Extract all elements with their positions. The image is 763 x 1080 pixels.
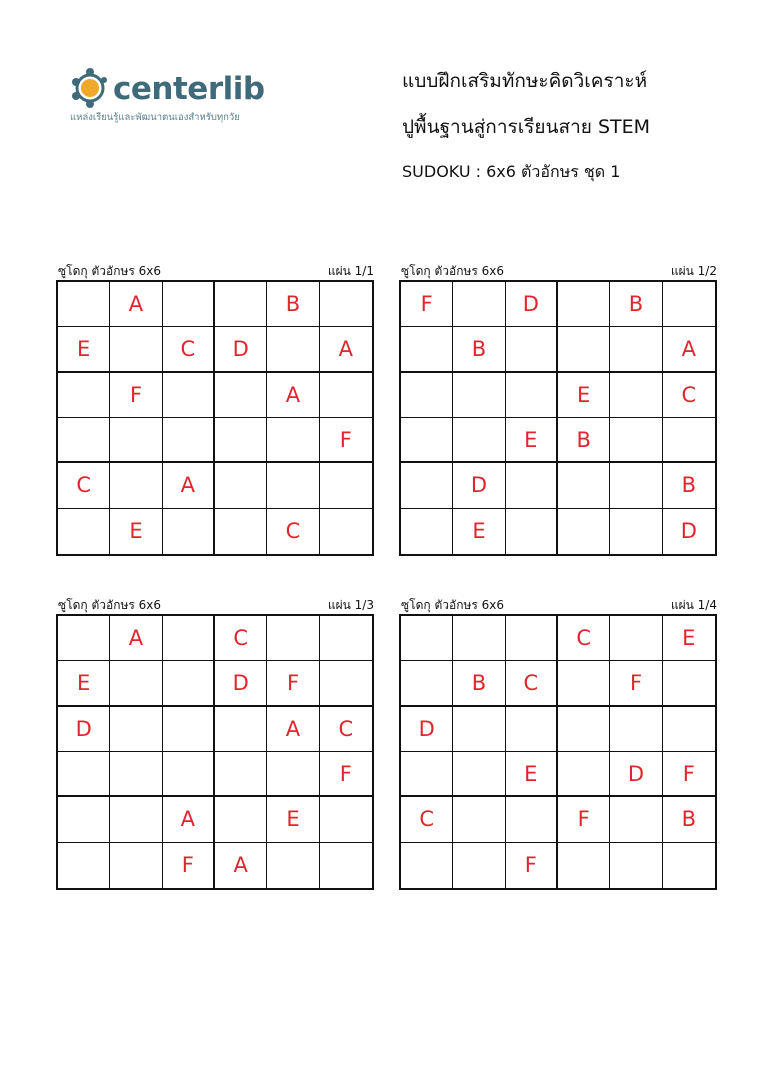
sudoku-cell — [506, 797, 558, 842]
sudoku-cell: A — [267, 373, 319, 418]
sheet-number: แผ่น 1/1 — [327, 264, 374, 278]
sudoku-cell — [453, 616, 505, 661]
sudoku-cell — [610, 616, 662, 661]
sudoku-cell: D — [680, 519, 697, 544]
sudoku-cell: D — [506, 282, 558, 327]
sudoku-cell: A — [110, 282, 162, 327]
sudoku-cell: D — [215, 661, 267, 706]
sudoku-cell — [110, 463, 162, 508]
sudoku-cell: E — [453, 509, 505, 554]
sudoku-cell: E — [110, 509, 162, 554]
sudoku-cell: A — [163, 797, 215, 842]
sudoku-cell: B — [558, 418, 610, 463]
sudoku-cell — [401, 752, 453, 797]
sudoku-cell — [58, 509, 110, 554]
sudoku-cell: A — [163, 463, 215, 508]
sudoku-cell — [320, 843, 372, 888]
sudoku-cell: A — [320, 327, 372, 372]
sudoku-sheet-1 — [56, 260, 376, 556]
sudoku-cell — [320, 509, 372, 554]
sudoku-cell — [163, 707, 215, 752]
sudoku-cell — [215, 463, 267, 508]
sudoku-cell: C — [163, 327, 215, 372]
sudoku-cell — [610, 418, 662, 463]
molecule-logo-icon — [68, 66, 112, 110]
sudoku-cell — [320, 661, 372, 706]
sheet-number: แผ่น 1/2 — [670, 264, 717, 278]
sudoku-cell — [506, 616, 558, 661]
sudoku-cell — [401, 509, 453, 554]
sudoku-cell: E — [506, 752, 558, 797]
sudoku-cell — [320, 373, 372, 418]
sudoku-grid — [56, 614, 374, 890]
sudoku-cell — [320, 282, 372, 327]
sudoku-cell: F — [558, 797, 610, 842]
sudoku-cell — [58, 616, 110, 661]
sudoku-sheet-2 — [399, 260, 719, 556]
sudoku-cell — [110, 707, 162, 752]
sudoku-cell: F — [506, 843, 558, 888]
sudoku-cell — [215, 707, 267, 752]
sudoku-cell — [610, 463, 662, 508]
sudoku-cell — [320, 797, 372, 842]
sudoku-cell: C — [320, 707, 372, 752]
sudoku-cell: C — [558, 616, 610, 661]
sudoku-cell: D — [401, 707, 453, 752]
sudoku-cell — [610, 797, 662, 842]
sudoku-cell: E — [267, 797, 319, 842]
sudoku-cell: B — [663, 463, 715, 508]
sudoku-cell — [58, 282, 110, 327]
sudoku-cell — [453, 797, 505, 842]
sudoku-cell: E — [558, 373, 610, 418]
sudoku-cell: E — [58, 661, 110, 706]
sudoku-cell — [58, 797, 110, 842]
sudoku-cell — [401, 463, 453, 508]
sudoku-cell: C — [401, 797, 453, 842]
sudoku-cell — [215, 418, 267, 463]
sheet-number: แผ่น 1/4 — [670, 598, 717, 612]
sudoku-cell — [453, 752, 505, 797]
sheet-header — [56, 594, 376, 614]
sudoku-cell — [267, 616, 319, 661]
sudoku-grid — [399, 280, 717, 556]
sudoku-cell — [215, 282, 267, 327]
sudoku-cell: D — [58, 707, 110, 752]
sudoku-cell — [506, 373, 558, 418]
title-line-1: แบบฝึกเสริมทักษะคิดวิเคราะห์ — [402, 70, 648, 92]
sudoku-cell — [610, 509, 662, 554]
sudoku-cell: C — [215, 616, 267, 661]
sudoku-cell — [453, 843, 505, 888]
sheet-number: แผ่น 1/3 — [327, 598, 374, 612]
sudoku-cell — [401, 843, 453, 888]
sudoku-cell — [320, 463, 372, 508]
sudoku-cell — [401, 661, 453, 706]
sudoku-cell — [215, 797, 267, 842]
sudoku-cell — [267, 463, 319, 508]
sudoku-cell — [506, 509, 558, 554]
sheet-header — [399, 260, 719, 280]
sudoku-cell: F — [163, 843, 215, 888]
sudoku-cell: F — [110, 373, 162, 418]
sudoku-cell — [558, 661, 610, 706]
title-line-2: ปูพื้นฐานสู่การเรียนสาย STEM — [402, 116, 651, 138]
sudoku-cell — [215, 752, 267, 797]
sudoku-cell — [558, 752, 610, 797]
sudoku-cell — [110, 661, 162, 706]
sudoku-cell — [610, 843, 662, 888]
sudoku-cell — [558, 707, 610, 752]
logo-tagline: แหล่งเรียนรู้และพัฒนาตนเองสำหรับทุกวัย — [70, 112, 240, 123]
sudoku-cell — [453, 707, 505, 752]
sudoku-cell — [453, 418, 505, 463]
logo-wordmark: centerlib — [113, 71, 265, 107]
sudoku-cell — [663, 282, 715, 327]
sudoku-cell — [267, 843, 319, 888]
sudoku-cell — [163, 509, 215, 554]
sudoku-cell — [110, 843, 162, 888]
sudoku-cell — [58, 373, 110, 418]
sudoku-cell — [558, 463, 610, 508]
sudoku-cell — [663, 418, 715, 463]
sudoku-cell — [506, 463, 558, 508]
title-line-3: SUDOKU : 6x6 ตัวอักษร ชุด 1 — [402, 162, 621, 181]
sudoku-cell: C — [58, 463, 110, 508]
sudoku-cell — [663, 707, 715, 752]
sudoku-cell: B — [610, 282, 662, 327]
sudoku-cell: B — [453, 661, 505, 706]
sudoku-cell: E — [506, 418, 558, 463]
sudoku-cell — [610, 327, 662, 372]
sudoku-cell: C — [663, 373, 715, 418]
sudoku-cell — [453, 282, 505, 327]
sheet-name: ซูโดกุ ตัวอักษร 6x6 — [401, 264, 505, 278]
sudoku-cell — [163, 418, 215, 463]
sudoku-cell — [163, 373, 215, 418]
sudoku-cell — [163, 616, 215, 661]
sudoku-cell — [110, 418, 162, 463]
sheet-header — [399, 594, 719, 614]
sudoku-cell — [267, 418, 319, 463]
sudoku-grid — [56, 280, 374, 556]
sudoku-cell — [401, 373, 453, 418]
sudoku-cell — [401, 327, 453, 372]
sudoku-cell: B — [663, 797, 715, 842]
sudoku-sheet-3 — [56, 594, 376, 890]
centerlib-logo — [68, 66, 268, 126]
sudoku-cell — [320, 616, 372, 661]
sheet-name: ซูโดกุ ตัวอักษร 6x6 — [58, 264, 162, 278]
sudoku-cell — [558, 509, 610, 554]
sudoku-cell — [558, 843, 610, 888]
sudoku-cell: A — [267, 707, 319, 752]
sudoku-cell — [506, 327, 558, 372]
sudoku-cell: C — [506, 661, 558, 706]
sudoku-cell — [58, 418, 110, 463]
sheet-name: ซูโดกุ ตัวอักษร 6x6 — [401, 598, 505, 612]
sudoku-cell — [163, 661, 215, 706]
sudoku-cell — [58, 843, 110, 888]
sudoku-cell — [401, 616, 453, 661]
sheet-header — [56, 260, 376, 280]
sudoku-cell: E — [663, 616, 715, 661]
sudoku-sheet-4 — [399, 594, 719, 890]
sheet-name: ซูโดกุ ตัวอักษร 6x6 — [58, 598, 162, 612]
sudoku-cell: A — [215, 843, 267, 888]
sudoku-cell — [610, 373, 662, 418]
sudoku-cell: B — [267, 282, 319, 327]
sudoku-cell: A — [110, 616, 162, 661]
sudoku-cell — [558, 327, 610, 372]
sudoku-cell: D — [453, 463, 505, 508]
sudoku-cell: E — [58, 327, 110, 372]
sudoku-cell — [163, 282, 215, 327]
sudoku-cell: F — [610, 661, 662, 706]
sudoku-cell — [267, 752, 319, 797]
sudoku-cell — [506, 707, 558, 752]
sudoku-cell: C — [267, 509, 319, 554]
sudoku-cell — [110, 327, 162, 372]
sudoku-cell: D — [215, 327, 267, 372]
sudoku-cell — [453, 373, 505, 418]
sudoku-cell — [110, 752, 162, 797]
sudoku-cell — [267, 327, 319, 372]
sudoku-cell — [163, 752, 215, 797]
sudoku-cell — [110, 797, 162, 842]
sudoku-cell — [558, 282, 610, 327]
sudoku-cell: F — [401, 282, 453, 327]
sudoku-cell: F — [663, 752, 715, 797]
sudoku-cell — [610, 707, 662, 752]
sudoku-cell: F — [320, 752, 372, 797]
sudoku-cell — [663, 843, 715, 888]
sudoku-cell — [663, 661, 715, 706]
sudoku-cell: D — [610, 752, 662, 797]
sudoku-cell — [215, 509, 267, 554]
sudoku-cell: F — [267, 661, 319, 706]
sudoku-cell: A — [663, 327, 715, 372]
sudoku-cell — [401, 418, 453, 463]
sudoku-grid — [399, 614, 717, 890]
sudoku-cell — [58, 752, 110, 797]
sudoku-cell: F — [320, 418, 372, 463]
sudoku-cell — [215, 373, 267, 418]
sudoku-cell: B — [453, 327, 505, 372]
